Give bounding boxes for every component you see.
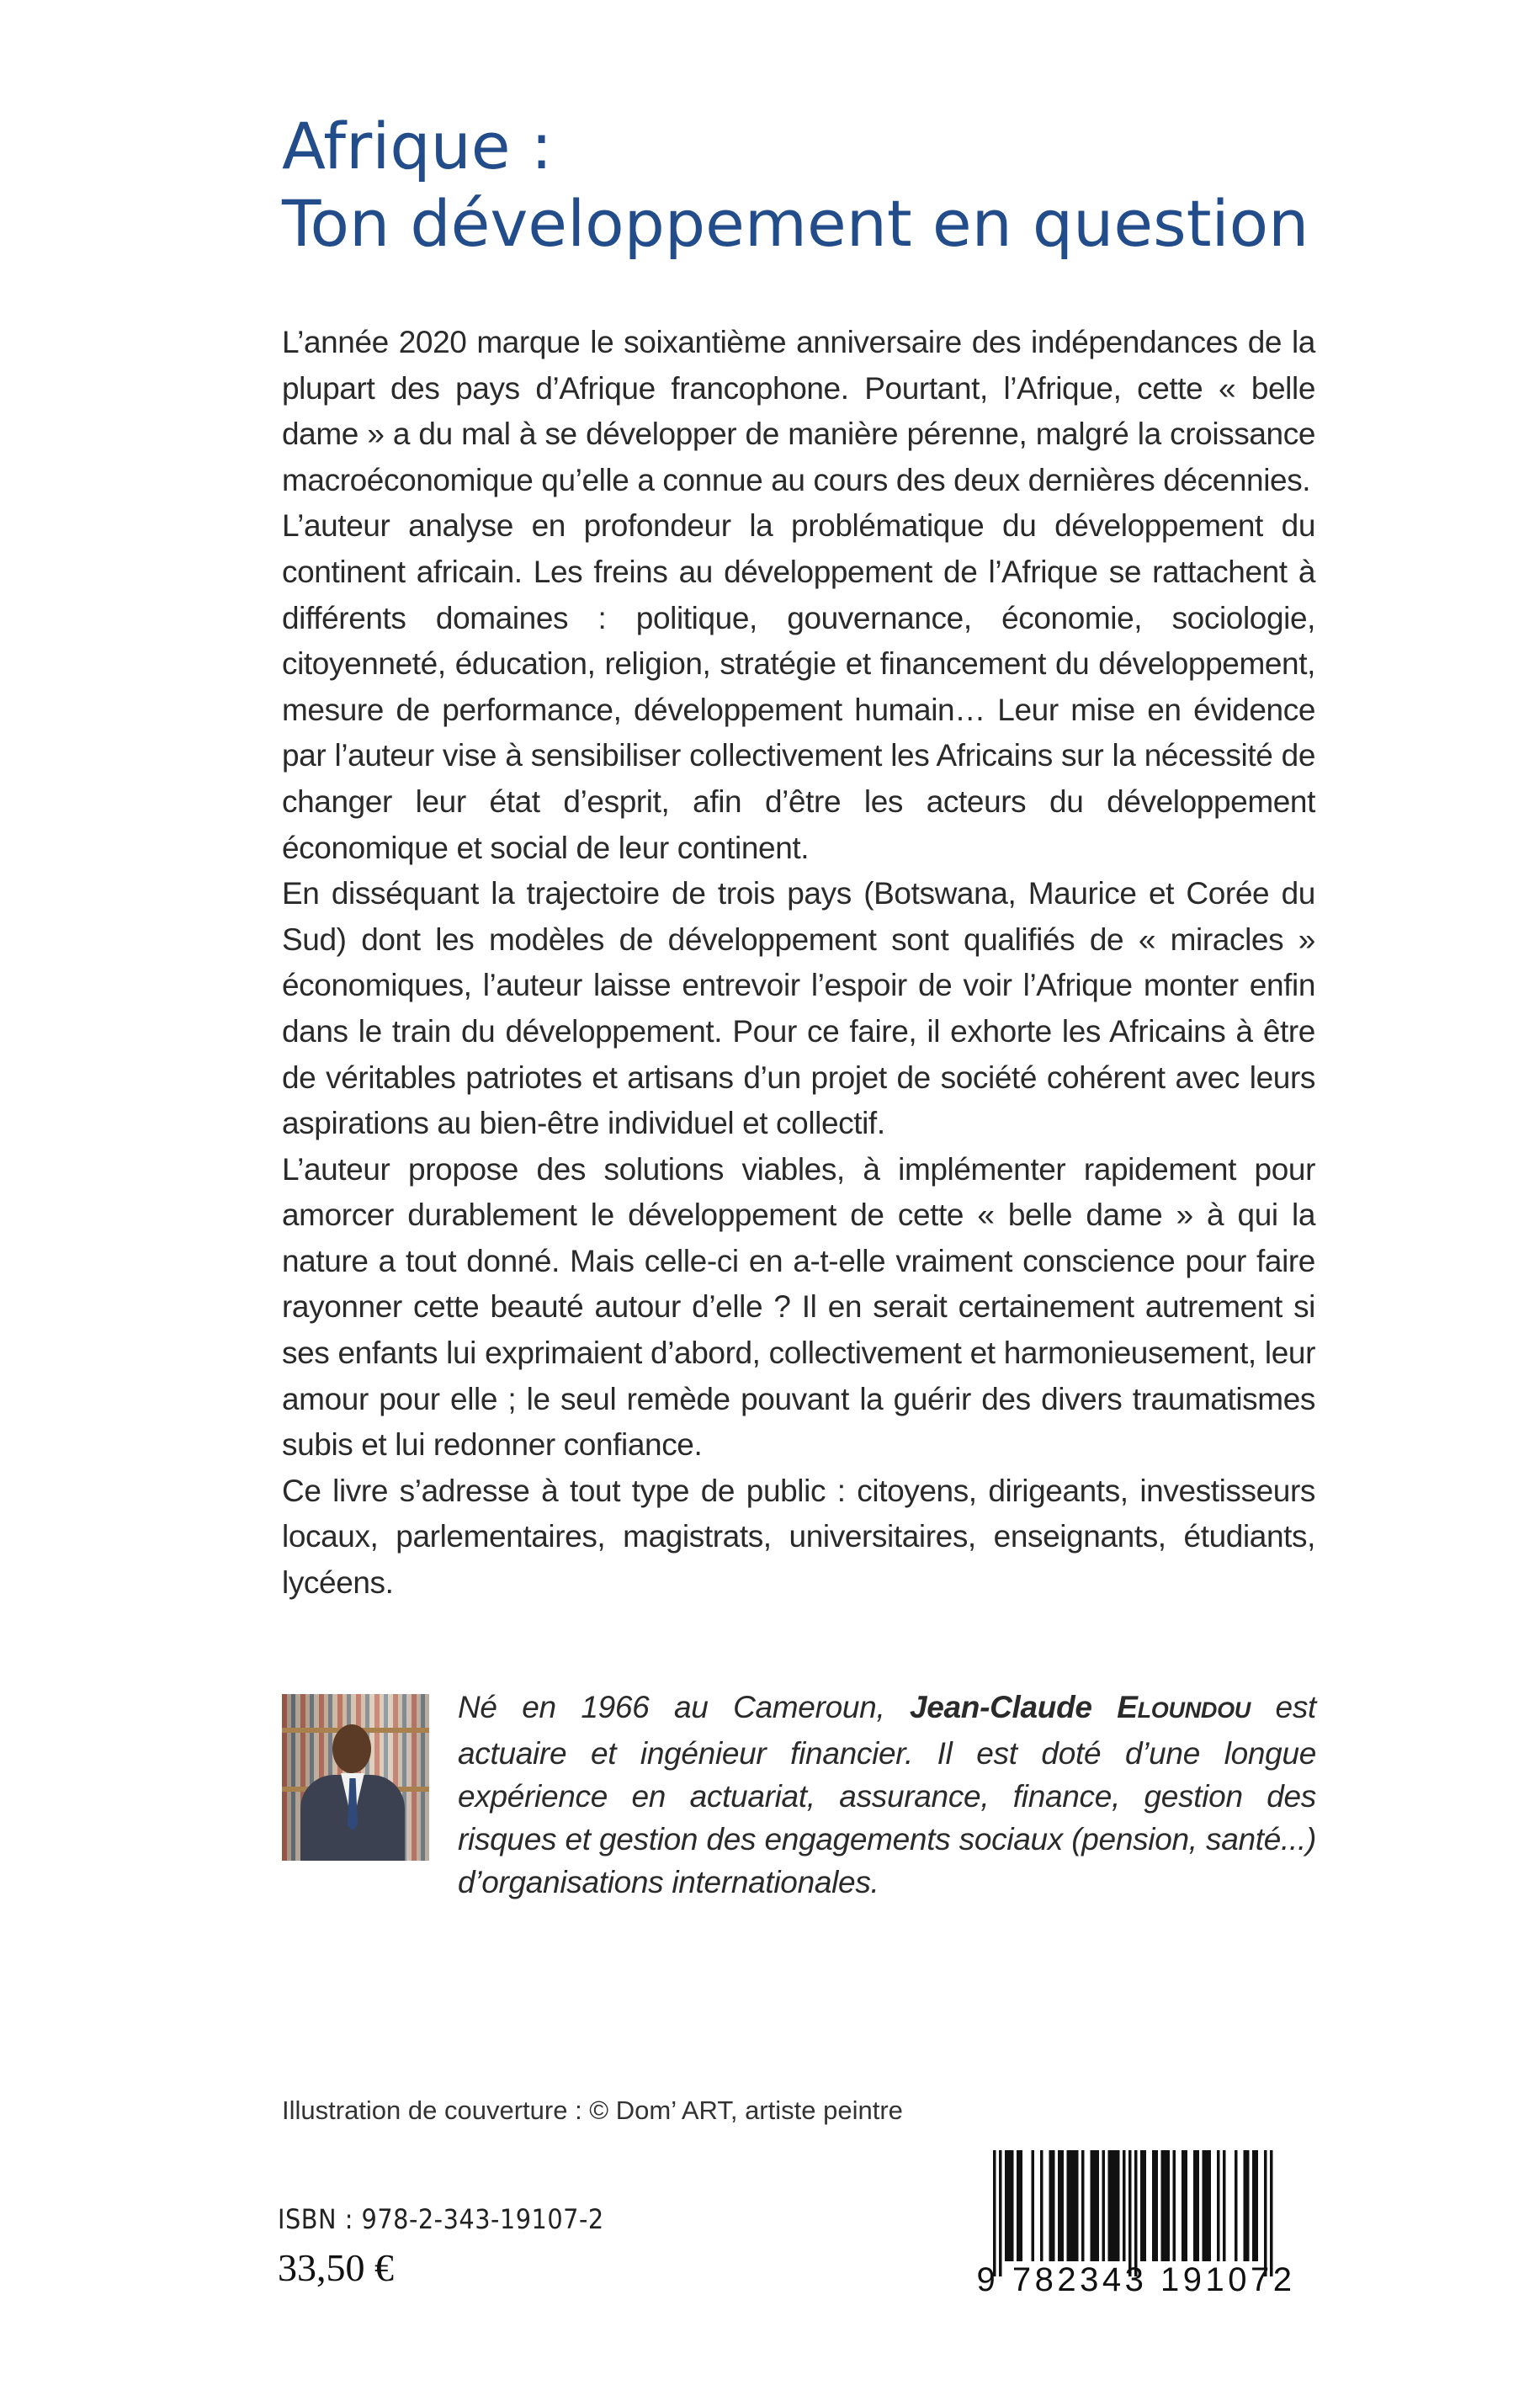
barcode-bar <box>1070 2150 1073 2261</box>
barcode-bar <box>1140 2150 1144 2261</box>
barcode-bar <box>1111 2150 1114 2261</box>
barcode-bar <box>1049 2150 1053 2261</box>
author-bio <box>458 1686 1316 1904</box>
barcode-bar <box>1058 2150 1061 2261</box>
barcode-bar <box>1182 2150 1185 2261</box>
barcode-bar <box>1235 2150 1238 2261</box>
barcode-bar <box>1011 2150 1014 2261</box>
barcode-bar <box>1173 2150 1176 2261</box>
author-photo <box>282 1694 429 1861</box>
barcode-bar <box>1093 2150 1097 2261</box>
barcode-bar <box>1008 2150 1012 2261</box>
barcode-bar <box>1256 2150 1259 2261</box>
author-name-first: Jean-Claude E <box>909 1690 1138 1724</box>
barcode-bar <box>1185 2150 1188 2261</box>
author-intro: Né en 1966 au Cameroun, <box>458 1690 910 1724</box>
price-label: 33,50 € <box>278 2246 394 2289</box>
barcode-bar <box>1097 2150 1100 2261</box>
barcode-bar <box>1203 2150 1206 2261</box>
barcode-bar <box>1155 2150 1159 2261</box>
barcode-bar <box>1020 2150 1023 2261</box>
barcode-bar <box>1102 2150 1106 2261</box>
barcode <box>968 2150 1304 2305</box>
barcode-bar <box>1032 2150 1035 2261</box>
description-paragraph: En disséquant la trajectoire de trois pays (Botswana, Maurice et Corée du Sud) dont les modèles de développement sont qualifiés de « miracles » économiques, l’auteur laisse entrevoir l’espoir de voir l’Afrique monter enfin dans le train du développement. Pour ce faire, il exhorte les Africains à être de véritables patriotes et artisans d’un projet de société cohérent avec leurs aspirations au bien-être individuel et collectif. <box>282 876 1315 1141</box>
isbn-label: ISBN : 978-2-343-19107-2 <box>278 2203 604 2235</box>
barcode-bar <box>1152 2150 1155 2261</box>
barcode-bar <box>1252 2150 1256 2261</box>
description-paragraph: L’année 2020 marque le soixantième anniversaire des indépendances de la plupart des pays d’Afrique francophone. Pourtant, l’Afrique, cette « belle dame » a du mal à se développer de manière pérenne, malgré la croissance macroéconomique qu’elle a connue au cours des deux dernières décennies. <box>282 325 1315 497</box>
cover-illustration-credit: Illustration de couverture : © Dom’ ART, artiste peintre <box>282 2096 903 2125</box>
barcode-bar <box>1005 2150 1008 2261</box>
barcode-bar <box>1073 2150 1076 2261</box>
author-name <box>910 1690 1251 1724</box>
title-line-1: Afrique : <box>282 109 553 183</box>
barcode-bar <box>1134 2150 1138 2276</box>
barcode-bar <box>1052 2150 1055 2261</box>
barcode-bar <box>1061 2150 1065 2261</box>
description-paragraph: L’auteur propose des solutions viables, à implémenter rapidement pour amorcer durablement le développement de cette « belle dame » à qui la nature a tout donné. Mais celle-ci en a-t-elle vraiment conscience pour faire rayonner cette beauté autour d’elle ? Il en serait certainement autrement si ses enfants lui exprimaient d’abord, collectivement et harmonieusement, leur amour pour elle ; le seul remède pouvant la guérir des divers traumatismes subis et lui redonner confiance. <box>282 1151 1315 1463</box>
barcode-bar <box>999 2150 1002 2276</box>
barcode-bar <box>1017 2150 1020 2261</box>
barcode-bar <box>1123 2150 1126 2261</box>
barcode-bar <box>1108 2150 1112 2261</box>
barcode-bar <box>1208 2150 1212 2261</box>
barcode-bar <box>1117 2150 1120 2261</box>
barcode-bar <box>1161 2150 1165 2261</box>
barcode-bar <box>1081 2150 1085 2261</box>
description-paragraph: L’auteur analyse en profondeur la problématique du développement du continent africain. Les freins au développement de l’Afrique se rattachent à différents domaines : politique, gouvernance, économie, sociologie, citoyenneté, éducation, religion, stratégie et financement du développement, mesure de performance, développement humain… Leur mise en évidence par l’auteur vise à sensibiliser collectivement les Africains sur la nécessité de changer leur état d’esprit, afin d’être les acteurs du développement économique et social de leur continent. <box>282 508 1315 865</box>
barcode-bar <box>1144 2150 1147 2261</box>
description-paragraph: Ce livre s’adresse à tout type de public : citoyens, dirigeants, investisseurs locaux, parlementaires, magistrats, universitaires, enseignants, étudiants, lycéens. <box>282 1473 1315 1601</box>
barcode-bar <box>1114 2150 1118 2261</box>
barcode-bar <box>1128 2150 1132 2276</box>
barcode-bar <box>1067 2150 1070 2261</box>
barcode-bar <box>1193 2150 1197 2261</box>
author-head <box>332 1724 371 1773</box>
author-bio-text: est actuaire et ingénieur financier. Il est doté d’une longue expérience en actuariat, assurance, finance, gestion des risques et gestion des engagements sociaux (pension, santé...) d’organisations internationales. <box>458 1690 1316 1899</box>
barcode-bar <box>1040 2150 1043 2261</box>
barcode-digits: 9 782343 191072 <box>976 2261 1296 2298</box>
barcode-bar <box>993 2150 996 2276</box>
barcode-bar <box>1223 2150 1226 2261</box>
barcode-bar <box>1075 2150 1079 2261</box>
barcode-bar <box>1167 2150 1171 2261</box>
barcode-bar <box>1091 2150 1094 2261</box>
book-title <box>282 108 1376 263</box>
barcode-bar <box>1217 2150 1220 2261</box>
author-name-rest: LOUNDOU <box>1137 1697 1251 1723</box>
barcode-bar <box>1264 2150 1267 2276</box>
barcode-bar <box>1244 2150 1247 2261</box>
barcode-bar <box>1205 2150 1208 2261</box>
title-line-2: Ton développement en question <box>282 186 1309 261</box>
book-description <box>282 320 1315 1607</box>
barcode-bar <box>1197 2150 1200 2261</box>
barcode-bar <box>1270 2150 1273 2276</box>
barcode-bar <box>1246 2150 1250 2261</box>
barcode-bar <box>1164 2150 1167 2261</box>
